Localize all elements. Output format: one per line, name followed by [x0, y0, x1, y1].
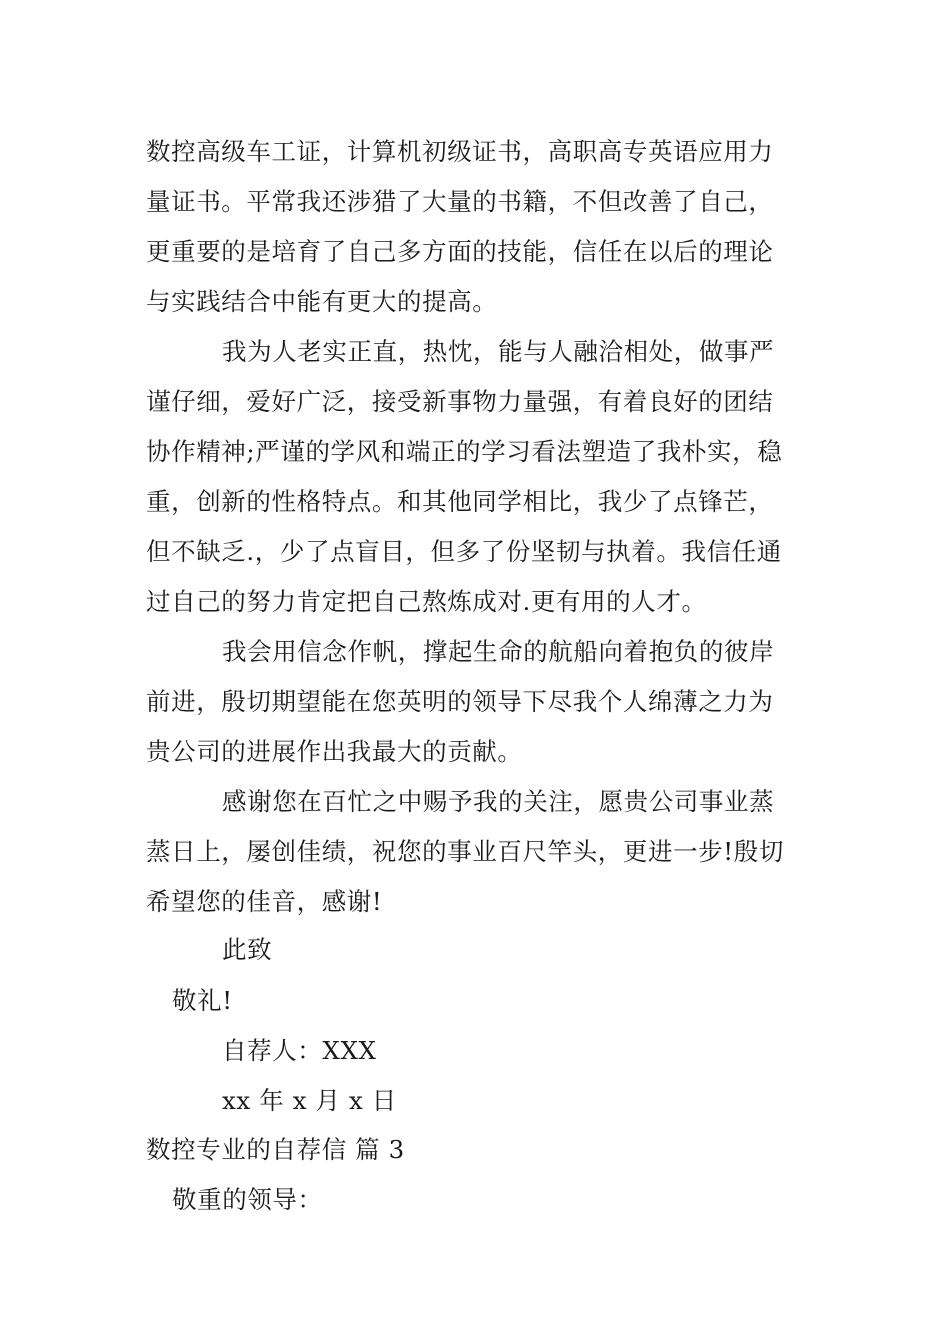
signature-text: 自荐人：XXX [222, 1036, 377, 1065]
regards-text: 敬礼! [172, 986, 233, 1015]
paragraph-1-line-4: 与实践结合中能有更大的提高。 [146, 287, 498, 316]
closing-text: 此致 [222, 935, 273, 964]
paragraph-4-line-3: 希望您的佳音，感谢! [146, 887, 383, 916]
paragraph-1-line-2: 量证书。平常我还涉猎了大量的书籍，不但改善了自己， [146, 187, 774, 216]
paragraph-4-line-2: 蒸日上，屡创佳绩，祝您的事业百尺竿头，更进一步!殷切 [146, 837, 784, 866]
paragraph-2-line-4: 重，创新的性格特点。和其他同学相比，我少了点锋芒， [146, 487, 774, 516]
paragraph-3-line-3: 贵公司的进展作出我最大的贡献。 [146, 737, 523, 766]
paragraph-3-line-2: 前进，殷切期望能在您英明的领导下尽我个人绵薄之力为 [146, 687, 774, 716]
paragraph-3-line-1: 我会用信念作帆，撑起生命的航船向着抱负的彼岸 [222, 637, 775, 666]
paragraph-2-line-2: 谨仔细，爱好广泛，接受新事物力量强，有着良好的团结 [146, 387, 774, 416]
paragraph-1-line-3: 更重要的是培育了自己多方面的技能，信任在以后的理论 [146, 237, 774, 266]
next-letter-title: 数控专业的自荐信 篇 3 [146, 1135, 405, 1164]
paragraph-2-line-3: 协作精神;严谨的学风和端正的学习看法塑造了我朴实，稳 [146, 437, 783, 466]
paragraph-4-line-1: 感谢您在百忙之中赐予我的关注，愿贵公司事业蒸 [222, 787, 775, 816]
date-text: xx 年 x 月 x 日 [222, 1086, 397, 1115]
paragraph-2-line-6: 过自己的努力肯定把自己熬炼成对.更有用的人才。 [146, 587, 707, 616]
paragraph-1-line-1: 数控高级车工证，计算机初级证书，高职高专英语应用力 [146, 137, 774, 166]
next-letter-greeting: 敬重的领导： [172, 1185, 323, 1214]
paragraph-2-line-1: 我为人老实正直，热忱，能与人融洽相处，做事严 [222, 337, 775, 366]
paragraph-2-line-5: 但不缺乏.，少了点盲目，但多了份坚韧与执着。我信任通 [146, 537, 782, 566]
